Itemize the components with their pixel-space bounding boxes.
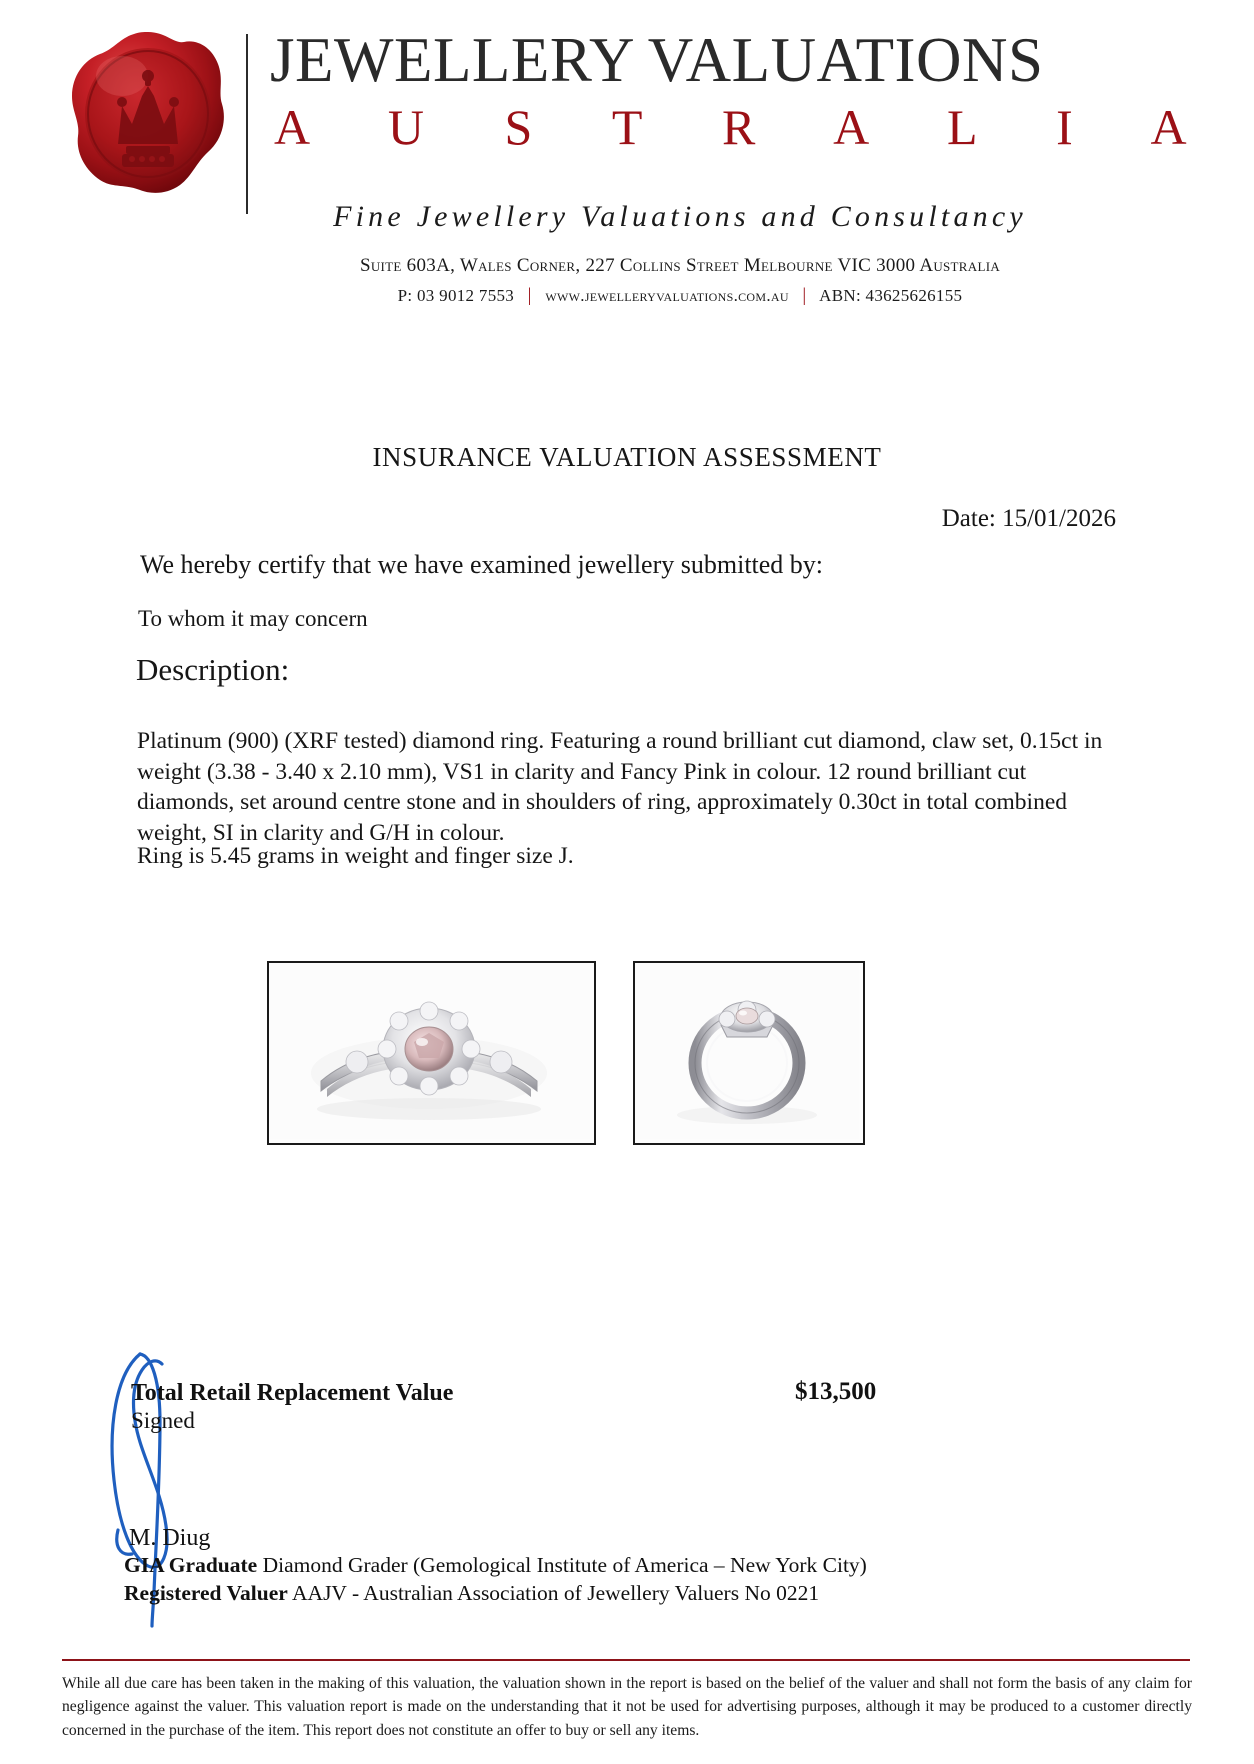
valuer-credential-gia — [124, 1553, 867, 1578]
ring-photo-top-view — [267, 961, 596, 1145]
valuer-credential-gia-rest: Diamond Grader (Gemological Institute of America – New York City) — [257, 1553, 867, 1577]
brand-tagline: Fine Jewellery Valuations and Consultancy — [333, 200, 1027, 233]
contact-separator-2: | — [802, 285, 807, 306]
company-address: Suite 603A, Wales Corner, 227 Collins Street Melbourne VIC 3000 Australia — [359, 255, 1001, 276]
item-description: Platinum (900) (XRF tested) diamond ring. Featuring a round brilliant cut diamond, claw set, 0.15ct in weight (3.38 - 3.40 x 2.10 mm), VS1 in clarity and Fancy Pink in colour. 12 round brilliant cut diamonds, set around centre stone and in shoulders of ring, approximately 0.30ct in total combined weight, SI in clarity and G/H in colour. — [137, 728, 1103, 846]
brand-name-primary: JEWELLERY VALUATIONS — [270, 25, 1044, 95]
valuer-credential-aajv-bold: Registered Valuer — [124, 1581, 288, 1605]
valuer-credential-aajv — [124, 1581, 819, 1606]
certification-statement: We hereby certify that we have examined jewellery submitted by: — [140, 550, 824, 579]
company-phone: P: 03 9012 7553 — [397, 286, 515, 305]
footer-disclaimer: While all due care has been taken in the making of this valuation, the valuation shown in the report is based on the belief of the valuer and shall not form the basis of any claim for negligence against the valuer. This valuation report is made on the understanding that it not be used for advertising purposes, although it may be produced to a customer directly concerned in the purchase of the item. This report does not constitute an offer to buy or sell any items. — [62, 1675, 1192, 1739]
wax-seal-crown-icon — [62, 28, 234, 198]
valuer-credential-gia-bold: GIA Graduate — [124, 1553, 258, 1577]
page-title: INSURANCE VALUATION ASSESSMENT — [372, 442, 882, 472]
brand-name-country: A U S T R A L I A — [274, 98, 1221, 155]
letterhead-header — [0, 0, 1254, 330]
company-contact-line — [275, 285, 1085, 307]
ring-photo-side-view — [633, 961, 865, 1145]
footer-divider — [62, 1659, 1190, 1661]
description-heading: Description: — [136, 652, 290, 687]
document-date: Date: 15/01/2026 — [941, 505, 1116, 532]
valuer-name: M. Diug — [129, 1525, 211, 1551]
brand-block — [270, 25, 1221, 156]
logo-divider — [246, 34, 248, 214]
total-value-amount: $13,500 — [795, 1378, 877, 1405]
signed-label: Signed — [131, 1408, 195, 1433]
valuer-credential-aajv-rest: AAJV - Australian Association of Jewellery Valuers No 0221 — [287, 1581, 820, 1605]
contact-separator-1: | — [527, 285, 532, 306]
company-website[interactable]: www.jewelleryvaluations.com.au — [545, 286, 789, 305]
client-name: To whom it may concern — [138, 606, 368, 631]
company-abn: ABN: 43625626155 — [819, 286, 963, 305]
item-weight-and-size: Ring is 5.45 grams in weight and finger size J. — [137, 843, 574, 869]
total-value-label: Total Retail Replacement Value — [131, 1380, 454, 1406]
